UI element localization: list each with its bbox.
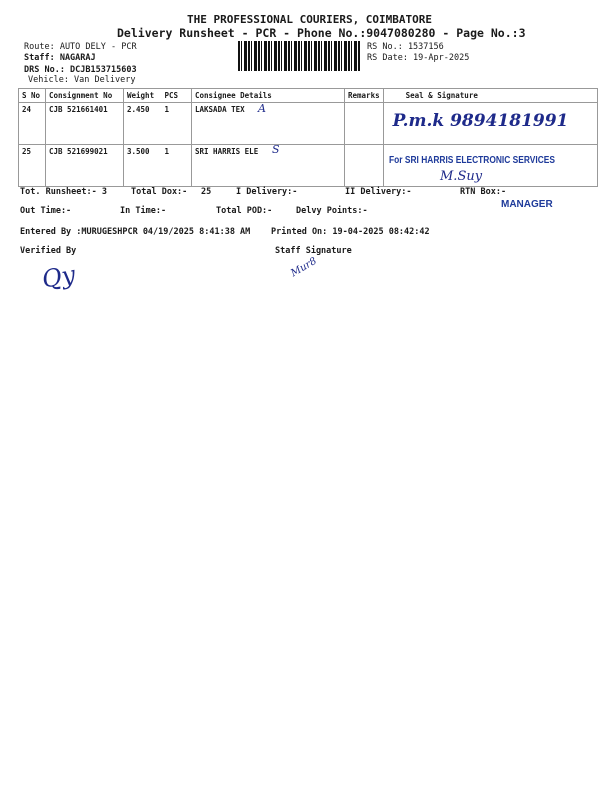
cell-consignment: CJB 521699021 <box>46 145 124 187</box>
cell-remarks <box>345 145 384 187</box>
cell-signature <box>383 103 598 145</box>
delvy-points: Delvy Points:- <box>296 206 368 216</box>
cell-weight: 2.450 <box>124 103 162 145</box>
stamp-manager: MANAGER <box>501 199 553 210</box>
staff-signature: Mur8 <box>289 255 319 280</box>
cell-consignee: LAKSADA TEX <box>192 103 345 145</box>
cell-signature <box>383 145 598 187</box>
out-time: Out Time:- <box>20 206 72 216</box>
total-pod: Total POD:- <box>216 206 273 216</box>
cell-remarks <box>345 103 384 145</box>
route: Route: AUTO DELY - PCR <box>24 42 137 52</box>
rtn-box: RTN Box:- <box>460 187 507 197</box>
cell-consignee: SRI HARRIS ELE <box>192 145 345 187</box>
staff: Staff: NAGARAJ <box>24 53 96 63</box>
company-stamp: For SRI HARRIS ELECTRONIC SERVICES <box>388 154 555 166</box>
i-delivery: I Delivery:- <box>236 187 298 197</box>
handwritten-mark: A <box>258 102 266 115</box>
rs-date: RS Date: 19-Apr-2025 <box>367 53 470 63</box>
vehicle: Vehicle: Van Delivery <box>28 75 136 85</box>
in-time: In Time:- <box>120 206 167 216</box>
printed-on: Printed On: 19-04-2025 08:42:42 <box>271 227 430 237</box>
table-header <box>19 89 598 103</box>
barcode <box>238 41 361 71</box>
col-sno: S No <box>19 89 46 103</box>
drs-no: DRS No.: DCJB153715603 <box>24 65 137 75</box>
verifier-signature: Qy <box>39 260 78 294</box>
col-pcs: PCS <box>162 89 192 103</box>
table-row <box>19 103 598 145</box>
consignment-table <box>18 88 598 187</box>
col-seal: Seal & Signature <box>383 89 598 103</box>
cell-pcs: 1 <box>162 103 192 145</box>
rs-no: RS No.: 1537156 <box>367 42 444 52</box>
total-dox-value: 25 <box>201 187 212 197</box>
cell-sno: 24 <box>19 103 46 145</box>
col-weight: Weight <box>124 89 162 103</box>
cell-pcs: 1 <box>162 145 192 187</box>
company-name: THE PROFESSIONAL COURIERS, COIMBATORE <box>187 13 433 26</box>
handwritten-signature: P.m.k 9894181991 <box>392 111 569 131</box>
staff-signature-label: Staff Signature <box>275 246 352 256</box>
handwritten-signature: M.Suy <box>440 169 483 184</box>
total-dox: Total Dox:- <box>131 187 188 197</box>
col-remarks: Remarks <box>345 89 384 103</box>
tot-runsheet: Tot. Runsheet:- 3 <box>20 187 107 197</box>
entered-by: Entered By :MURUGESHPCR 04/19/2025 8:41:38 AM <box>20 227 251 237</box>
handwritten-mark: S <box>272 143 280 156</box>
col-consignment: Consignment No <box>46 89 124 103</box>
cell-weight: 3.500 <box>124 145 162 187</box>
cell-consignment: CJB 521661401 <box>46 103 124 145</box>
cell-sno: 25 <box>19 145 46 187</box>
runsheet-title: Delivery Runsheet - PCR - Phone No.:9047080280 - Page No.:3 <box>117 26 526 40</box>
col-consignee: Consignee Details <box>192 89 345 103</box>
table-row <box>19 145 598 187</box>
ii-delivery: II Delivery:- <box>345 187 412 197</box>
verified-by: Verified By <box>20 246 77 256</box>
